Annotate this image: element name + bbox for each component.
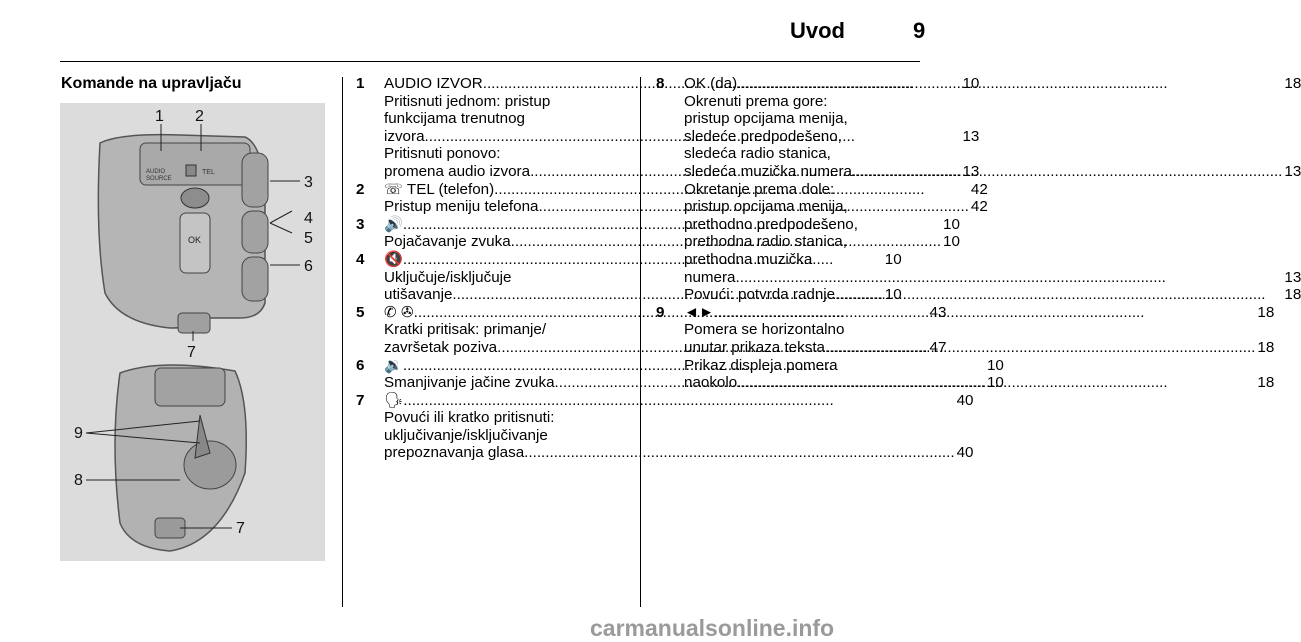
entry-text: prethodno predpodešeno, xyxy=(684,215,858,233)
audio-source-label: AUDIO xyxy=(146,169,166,175)
entry-text: Okrenuti prema gore: xyxy=(684,92,828,110)
entry-text: sledeće predpodešeno, xyxy=(684,127,842,145)
leader-dots xyxy=(737,75,1282,93)
entry-text: Kratki pritisak: primanje/ xyxy=(384,321,547,339)
entry-number: 4 xyxy=(356,250,365,268)
page-reference: 13 xyxy=(962,162,980,180)
chapter-title: Uvod xyxy=(790,18,845,43)
entry-text: prepoznavanja glasa xyxy=(384,444,525,462)
leader-dots xyxy=(852,163,1282,181)
page-reference: 18 xyxy=(1257,338,1275,356)
entry-text: funkcijama trenutnog xyxy=(384,110,525,128)
page-reference: 13 xyxy=(1284,268,1301,286)
column-divider-left xyxy=(342,77,343,607)
entry-number: 9 xyxy=(656,303,665,321)
entry-number: 3 xyxy=(356,215,365,233)
entry-text: Pristup meniju telefona xyxy=(384,198,539,216)
entry-text: prethodna muzička xyxy=(684,250,813,268)
page-reference: 13 xyxy=(962,127,980,145)
entry-number: 5 xyxy=(356,303,365,321)
page-number: 9 xyxy=(913,18,926,43)
entry-number: 6 xyxy=(356,356,365,374)
entry-text: završetak poziva xyxy=(384,338,498,356)
callout-2: 2 xyxy=(195,108,204,125)
leader-dots xyxy=(403,392,954,410)
entry-text: OK (da) xyxy=(684,75,738,92)
entry-text: Povući ili kratko pritisnuti: xyxy=(384,409,555,427)
entry-text: prethodna radio stanica, xyxy=(684,233,847,251)
page-reference: 10 xyxy=(962,75,980,92)
page-reference: 42 xyxy=(970,198,988,216)
steering-controls-illustration xyxy=(60,103,325,561)
page-reference: 18 xyxy=(1257,374,1275,392)
page-reference: 10 xyxy=(943,215,960,233)
header-divider xyxy=(60,61,920,62)
entry-text: 🗣 xyxy=(384,391,404,409)
ok-label: OK xyxy=(188,235,202,245)
leader-dots xyxy=(714,304,1255,322)
page-reference: 18 xyxy=(1284,286,1301,304)
entry-text: Uključuje/isključuje xyxy=(384,268,512,286)
page-reference: 10 xyxy=(943,233,960,251)
entry-text: izvora xyxy=(384,127,425,145)
entry-text: Pritisnuti jednom: pristup xyxy=(384,92,551,110)
callout-6: 6 xyxy=(304,258,313,275)
entry-text: sledeća radio stanica, xyxy=(684,145,831,163)
page-reference: 43 xyxy=(929,303,947,321)
callout-1: 1 xyxy=(155,108,164,125)
tel-icon xyxy=(186,165,196,176)
entry-text: numera xyxy=(684,268,736,286)
page-reference: 10 xyxy=(884,250,902,268)
entry-text: Povući: potvrda radnje xyxy=(684,286,836,304)
entry-number: 2 xyxy=(356,180,365,198)
callout-9: 9 xyxy=(74,425,83,442)
leader-dots xyxy=(524,444,954,462)
entry-text: unutar prikaza teksta xyxy=(684,338,825,356)
watermark: carmanualsonline.info xyxy=(590,615,835,641)
page-reference: 40 xyxy=(956,391,974,409)
entry-text: 🔊 xyxy=(384,215,403,233)
section-title: Komande na upravljaču xyxy=(61,75,242,92)
entry-text: Prikaz displeja pomera xyxy=(684,356,838,374)
callout-4: 4 xyxy=(304,210,313,227)
entry-text: ◄► xyxy=(684,303,715,321)
entry-text: Okretanje prema dole: xyxy=(684,180,835,198)
leader-dots xyxy=(736,269,1283,287)
page-reference: 47 xyxy=(929,338,947,356)
leader-dots xyxy=(835,286,1282,304)
page-reference: 10 xyxy=(986,374,1004,392)
entry-text: sledeća muzička numera xyxy=(684,162,852,180)
entry-text: pristup opcijama menija, xyxy=(684,110,848,128)
entry-text: promena audio izvora xyxy=(384,162,531,180)
leader-dots xyxy=(737,374,1255,392)
callout-8: 8 xyxy=(74,472,83,489)
page-reference: 40 xyxy=(956,444,974,462)
page-reference: 10 xyxy=(986,356,1004,374)
callout-5: 5 xyxy=(304,230,313,247)
svg-text:SOURCE: SOURCE xyxy=(146,176,172,182)
entry-text: pristup opcijama menija, xyxy=(684,198,848,216)
callout-7-top: 7 xyxy=(187,344,196,361)
entry-text: 🔉 xyxy=(384,356,403,374)
page-reference: 42 xyxy=(970,180,988,198)
page-reference: 18 xyxy=(1284,75,1301,92)
entry-text: 🔇 xyxy=(384,250,403,268)
control-entry-7 xyxy=(356,391,974,462)
entry-text: ☏ TEL (telefon) xyxy=(384,180,495,198)
tel-label: TEL xyxy=(202,169,215,176)
entry-number: 8 xyxy=(656,75,665,92)
callout-7-bottom: 7 xyxy=(236,520,245,537)
leader-dots xyxy=(825,339,1255,357)
page-reference: 10 xyxy=(884,286,902,304)
steering-controls-figure xyxy=(60,103,325,561)
entry-text: Pomera se horizontalno xyxy=(684,321,845,339)
entry-number: 1 xyxy=(356,75,365,92)
entry-text: ✆ ✇ xyxy=(384,303,414,321)
entry-text: AUDIO IZVOR xyxy=(384,75,483,92)
entry-text: Pojačavanje zvuka xyxy=(384,233,511,251)
entry-text: naokolo xyxy=(684,374,738,392)
page-reference: 13 xyxy=(1284,162,1301,180)
entry-text: uključivanje/isključivanje xyxy=(384,426,548,444)
entry-number: 7 xyxy=(356,391,365,409)
page-reference: 18 xyxy=(1257,303,1275,321)
entry-text: Smanjivanje jačine zvuka xyxy=(384,374,555,392)
entry-text: utišavanje xyxy=(384,286,453,304)
callout-3: 3 xyxy=(304,174,313,191)
entry-text: Pritisnuti ponovo: xyxy=(384,145,501,163)
